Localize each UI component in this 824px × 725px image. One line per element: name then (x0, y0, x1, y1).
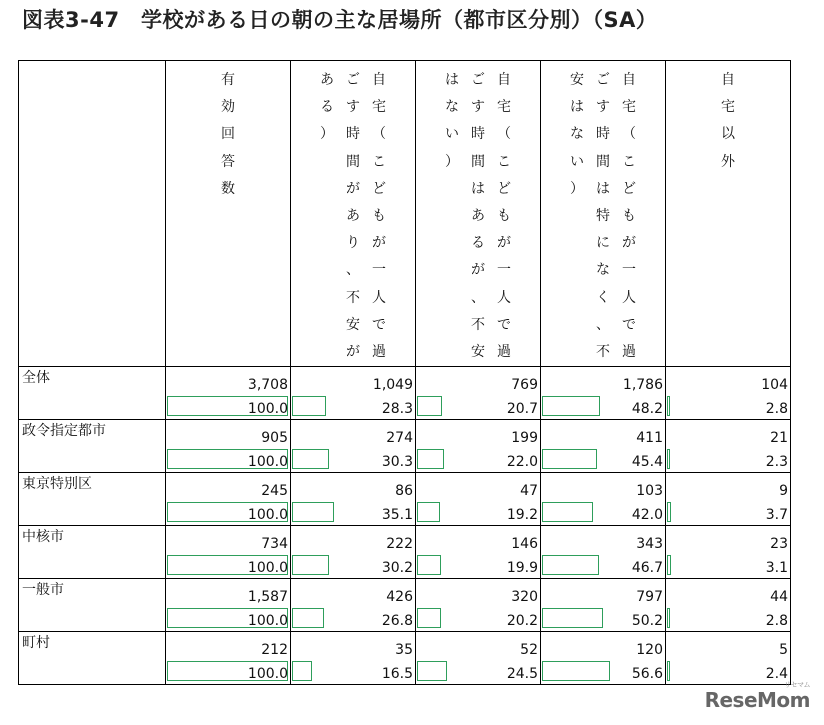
header-text-column (345, 67, 361, 366)
header-char: こ (372, 153, 386, 170)
table-row-count (19, 367, 791, 394)
count-cell: 104 (666, 367, 791, 394)
header-char: 過 (372, 343, 386, 360)
header-cell-outside-home (666, 61, 791, 367)
header-cell-corner (19, 61, 166, 367)
header-text-column (569, 67, 585, 366)
count-cell: 222 (291, 526, 416, 553)
percent-cell (541, 446, 666, 473)
header-row (19, 61, 791, 367)
count-cell: 426 (291, 579, 416, 606)
count-cell: 1,786 (541, 367, 666, 394)
percent-cell (666, 393, 791, 420)
percent-cell (666, 552, 791, 579)
resemom-logo (704, 681, 810, 712)
header-char: 間 (471, 153, 485, 170)
percent-value: 2.4 (765, 666, 788, 683)
percent-bar (292, 396, 326, 416)
percent-cell (416, 658, 541, 685)
percent-value: 20.2 (506, 613, 538, 630)
count-cell: 21 (666, 420, 791, 447)
percent-bar (542, 661, 610, 681)
percent-value: 42.0 (631, 507, 663, 524)
row-label: 東京特別区 (19, 473, 166, 526)
header-char: 不 (596, 343, 610, 360)
header-char: な (596, 262, 610, 279)
count-cell: 1,587 (166, 579, 291, 606)
header-char: が (622, 235, 636, 252)
header-char: ） (320, 126, 334, 143)
header-char: 宅 (372, 99, 386, 116)
count-cell: 5 (666, 632, 791, 659)
header-char: り (346, 235, 360, 252)
count-cell: 47 (416, 473, 541, 500)
header-char: 一 (372, 262, 386, 279)
header-char: （ (622, 126, 636, 143)
percent-bar (417, 396, 442, 416)
header-char: ど (497, 180, 511, 197)
count-cell: 769 (416, 367, 541, 394)
header-char: す (471, 99, 485, 116)
percent-cell (541, 658, 666, 685)
percent-bar (667, 555, 671, 575)
header-char: 安 (471, 343, 485, 360)
count-cell: 52 (416, 632, 541, 659)
percent-cell (291, 658, 416, 685)
header-char: が (372, 235, 386, 252)
percent-value: 2.8 (765, 401, 788, 418)
header-char: い (445, 126, 459, 143)
header-char: な (445, 99, 459, 116)
percent-cell (541, 552, 666, 579)
header-char: あ (346, 207, 360, 224)
count-cell: 103 (541, 473, 666, 500)
percent-cell (416, 605, 541, 632)
header-char: る (471, 235, 485, 252)
percent-cell (166, 552, 291, 579)
header-text-column (444, 67, 460, 366)
header-char: 効 (221, 99, 235, 116)
percent-cell (666, 499, 791, 526)
percent-cell (166, 658, 291, 685)
percent-bar (417, 661, 447, 681)
table-row-count (19, 420, 791, 447)
header-char: 間 (346, 153, 360, 170)
percent-value: 3.7 (765, 507, 788, 524)
percent-bar (292, 661, 312, 681)
percent-value: 100.0 (247, 401, 288, 418)
header-char: あ (471, 207, 485, 224)
table-row-count (19, 632, 791, 659)
percent-value: 28.3 (381, 401, 413, 418)
percent-bar (667, 449, 670, 469)
logo-text: ReseMom (704, 688, 810, 712)
count-cell: 411 (541, 420, 666, 447)
count-cell: 905 (166, 420, 291, 447)
count-cell: 86 (291, 473, 416, 500)
percent-value: 30.2 (381, 560, 413, 577)
percent-bar (667, 396, 670, 416)
row-label: 中核市 (19, 526, 166, 579)
header-char: 以 (721, 126, 735, 143)
count-cell: 3,708 (166, 367, 291, 394)
header-char: ご (596, 72, 610, 88)
header-char: 過 (622, 343, 636, 360)
header-char: 、 (346, 262, 360, 279)
header-char: も (622, 207, 636, 224)
header-char: 数 (221, 180, 235, 197)
header-char: 特 (596, 207, 610, 224)
header-char: な (570, 126, 584, 143)
percent-value: 2.3 (765, 454, 788, 471)
header-text-column (621, 67, 637, 366)
count-cell: 320 (416, 579, 541, 606)
header-char: で (622, 316, 636, 333)
percent-bar (667, 608, 670, 628)
percent-cell (291, 393, 416, 420)
header-char: く (596, 289, 610, 306)
header-char: 一 (622, 262, 636, 279)
percent-bar (542, 608, 603, 628)
header-char: 宅 (622, 99, 636, 116)
page-title: 図表3-47 学校がある日の朝の主な居場所（都市区分別）（SA） (22, 8, 658, 32)
header-char: が (346, 343, 360, 360)
count-cell: 212 (166, 632, 291, 659)
percent-bar (542, 449, 597, 469)
header-char: す (596, 99, 610, 116)
header-char: 間 (596, 153, 610, 170)
percent-cell (416, 552, 541, 579)
percent-cell (291, 499, 416, 526)
header-cell-home-not-anxious (416, 61, 541, 367)
header-char: る (320, 99, 334, 116)
percent-value: 19.9 (506, 560, 538, 577)
count-cell: 44 (666, 579, 791, 606)
percent-value: 100.0 (247, 666, 288, 683)
header-char: 自 (372, 72, 386, 88)
header-char: 人 (372, 289, 386, 306)
header-char: 時 (471, 126, 485, 143)
header-char: 宅 (721, 99, 735, 116)
header-char: ど (372, 180, 386, 197)
header-char: （ (372, 126, 386, 143)
percent-value: 100.0 (247, 613, 288, 630)
header-char: 答 (221, 153, 235, 170)
header-char: あ (320, 72, 334, 88)
header-char: は (570, 99, 584, 116)
header-char: ご (471, 72, 485, 88)
percent-cell (541, 393, 666, 420)
percent-value: 26.8 (381, 613, 413, 630)
percent-value: 19.2 (506, 507, 538, 524)
percent-cell (291, 605, 416, 632)
header-char: 不 (471, 316, 485, 333)
percent-value: 35.1 (381, 507, 413, 524)
percent-value: 50.2 (631, 613, 663, 630)
percent-bar (667, 661, 670, 681)
percent-bar (292, 502, 334, 522)
percent-bar (542, 502, 593, 522)
header-char: 、 (471, 289, 485, 306)
header-text-column (220, 67, 236, 203)
header-char: に (596, 235, 610, 252)
percent-bar (417, 502, 440, 522)
table-row-count (19, 579, 791, 606)
header-text-column (720, 67, 736, 176)
percent-cell (291, 446, 416, 473)
percent-value: 22.0 (506, 454, 538, 471)
header-char: は (596, 180, 610, 197)
header-char: こ (622, 153, 636, 170)
header-char: 時 (596, 126, 610, 143)
count-cell: 274 (291, 420, 416, 447)
percent-value: 100.0 (247, 560, 288, 577)
count-cell: 797 (541, 579, 666, 606)
data-table (18, 60, 791, 685)
header-char: 人 (622, 289, 636, 306)
row-label: 全体 (19, 367, 166, 420)
header-char: 一 (497, 262, 511, 279)
percent-cell (416, 499, 541, 526)
count-cell: 35 (291, 632, 416, 659)
percent-cell (666, 605, 791, 632)
header-char: は (445, 72, 459, 88)
header-char: 安 (570, 72, 584, 88)
percent-cell (166, 393, 291, 420)
percent-bar (292, 608, 324, 628)
percent-value: 20.7 (506, 401, 538, 418)
percent-bar (417, 555, 441, 575)
header-char: が (346, 180, 360, 197)
header-char: 過 (497, 343, 511, 360)
header-char: 安 (346, 316, 360, 333)
header-char: （ (497, 126, 511, 143)
header-char: が (497, 235, 511, 252)
count-cell: 146 (416, 526, 541, 553)
percent-value: 30.3 (381, 454, 413, 471)
header-char: ど (622, 180, 636, 197)
percent-cell (666, 658, 791, 685)
count-cell: 9 (666, 473, 791, 500)
header-char: は (471, 180, 485, 197)
count-cell: 120 (541, 632, 666, 659)
header-text-column (470, 67, 486, 366)
percent-value: 24.5 (506, 666, 538, 683)
row-label: 政令指定都市 (19, 420, 166, 473)
percent-value: 46.7 (631, 560, 663, 577)
count-cell: 199 (416, 420, 541, 447)
percent-value: 3.1 (765, 560, 788, 577)
header-char: が (471, 262, 485, 279)
header-cell-count (166, 61, 291, 367)
header-char: 宅 (497, 99, 511, 116)
header-cell-home-anxious (291, 61, 416, 367)
count-cell: 343 (541, 526, 666, 553)
header-char: ） (445, 153, 459, 170)
header-char: 自 (497, 72, 511, 88)
table-row-count (19, 526, 791, 553)
percent-value: 100.0 (247, 454, 288, 471)
percent-cell (541, 605, 666, 632)
header-char: で (497, 316, 511, 333)
percent-value: 16.5 (381, 666, 413, 683)
percent-bar (417, 608, 441, 628)
header-char: す (346, 99, 360, 116)
percent-cell (291, 552, 416, 579)
logo-sub: リセマム (784, 681, 810, 689)
header-char: も (497, 207, 511, 224)
count-cell: 1,049 (291, 367, 416, 394)
header-text-column (595, 67, 611, 366)
percent-cell (416, 393, 541, 420)
percent-cell (541, 499, 666, 526)
header-text-column (371, 67, 387, 366)
percent-cell (166, 446, 291, 473)
header-char: い (570, 153, 584, 170)
percent-bar (292, 449, 329, 469)
header-text-column (319, 67, 335, 366)
header-char: 時 (346, 126, 360, 143)
header-char: 自 (721, 72, 735, 88)
percent-cell (666, 446, 791, 473)
percent-bar (292, 555, 329, 575)
header-cell-home-no-alone-time (541, 61, 666, 367)
header-char: 人 (497, 289, 511, 306)
percent-value: 100.0 (247, 507, 288, 524)
table-row-count (19, 473, 791, 500)
percent-cell (416, 446, 541, 473)
percent-cell (166, 499, 291, 526)
header-char: 外 (721, 153, 735, 170)
header-char: こ (497, 153, 511, 170)
percent-bar (542, 555, 599, 575)
percent-value: 56.6 (631, 666, 663, 683)
count-cell: 245 (166, 473, 291, 500)
count-cell: 734 (166, 526, 291, 553)
header-char: で (372, 316, 386, 333)
percent-value: 48.2 (631, 401, 663, 418)
header-char: ） (570, 180, 584, 197)
percent-value: 45.4 (631, 454, 663, 471)
count-cell: 23 (666, 526, 791, 553)
row-label: 一般市 (19, 579, 166, 632)
header-char: も (372, 207, 386, 224)
header-char: 有 (221, 72, 235, 88)
percent-bar (417, 449, 444, 469)
header-char: 回 (221, 126, 235, 143)
header-char: 自 (622, 72, 636, 88)
header-char: ご (346, 72, 360, 88)
percent-bar (542, 396, 600, 416)
row-label: 町村 (19, 632, 166, 685)
header-char: 不 (346, 289, 360, 306)
header-char: 、 (596, 316, 610, 333)
percent-value: 2.8 (765, 613, 788, 630)
header-text-column (496, 67, 512, 366)
percent-bar (667, 502, 671, 522)
percent-cell (166, 605, 291, 632)
